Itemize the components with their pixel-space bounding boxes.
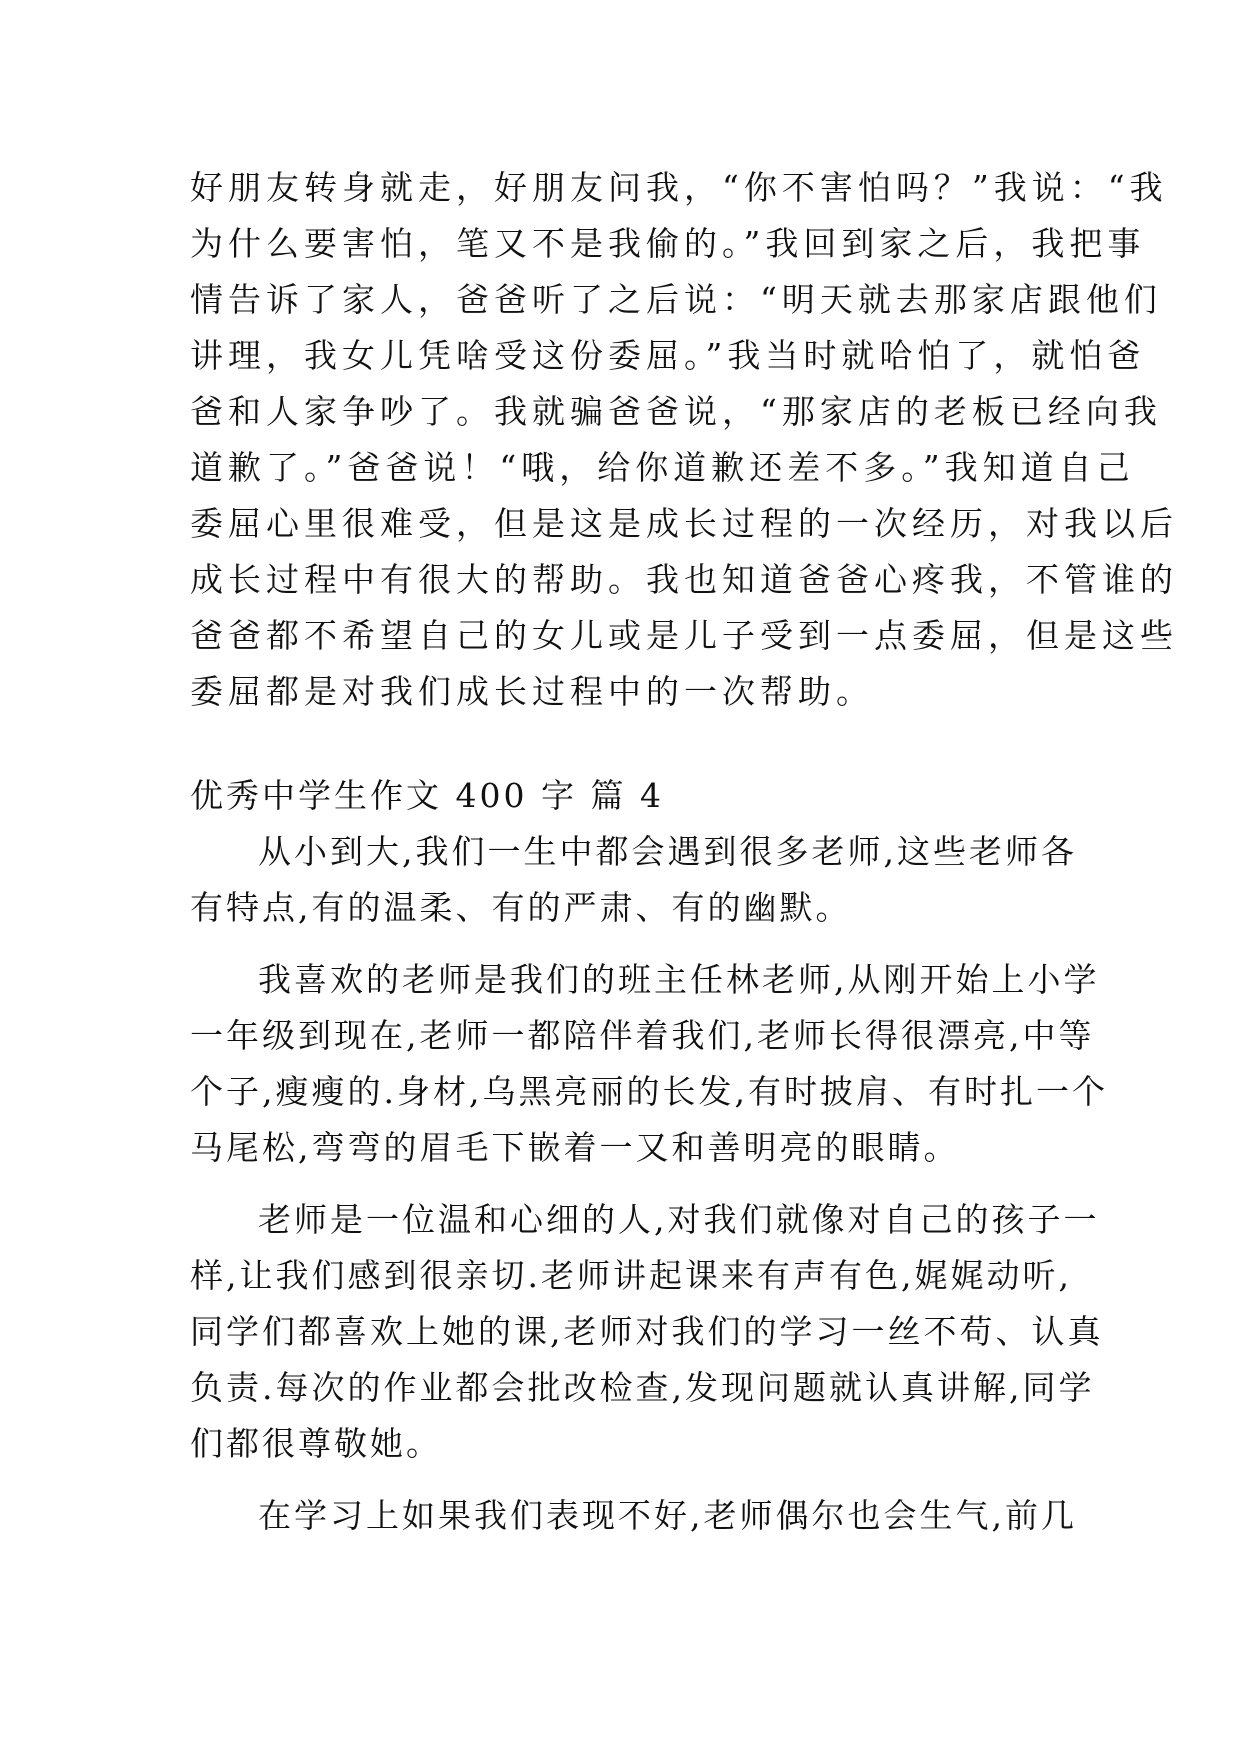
paragraph-line: 样,让我们感到很亲切.老师讲起课来有声有色,娓娓动听, [190,1256,1072,1295]
paragraph-line: 一年级到现在,老师一都陪伴着我们,老师长得很漂亮,中等 [190,1016,1095,1055]
paragraph-line: 马尾松,弯弯的眉毛下嵌着一又和善明亮的眼睛。 [190,1128,960,1167]
paragraph-line: 道歉了。”爸爸说！“哦，给你道歉还差不多。”我知道自己 [190,448,1135,487]
paragraph-line: 讲理，我女儿凭啥受这份委屈。”我当时就哈怕了，就怕爸 [190,336,1146,375]
paragraph-line: 委屈都是对我们成长过程中的一次帮助。 [190,672,874,711]
paragraph-line: 在学习上如果我们表现不好,老师偶尔也会生气,前几 [258,1496,1077,1535]
paragraph-line: 成长过程中有很大的帮助。我也知道爸爸心疼我，不管谁的 [190,560,1178,599]
paragraph-line: 负责.每次的作业都会批改检查,发现问题就认真讲解,同学 [190,1368,1095,1407]
paragraph-line: 们都很尊敬她。 [190,1424,442,1463]
paragraph-line: 老师是一位温和心细的人,对我们就像对自己的孩子一 [258,1200,1100,1239]
paragraph-line: 个子,瘦瘦的.身材,乌黑亮丽的长发,有时披肩、有时扎一个 [190,1072,1108,1111]
paragraph-line: 从小到大,我们一生中都会遇到很多老师,这些老师各 [258,832,1077,871]
paragraph-line: 爸爸都不希望自己的女儿或是儿子受到一点委屈，但是这些 [190,616,1178,655]
paragraph-line: 我喜欢的老师是我们的班主任林老师,从刚开始上小学 [258,960,1100,999]
paragraph-line: 好朋友转身就走，好朋友问我，“你不害怕吗？”我说：“我 [190,168,1168,207]
paragraph-line: 同学们都喜欢上她的课,老师对我们的学习一丝不苟、认真 [190,1312,1104,1351]
paragraph-line: 委屈心里很难受，但是这是成长过程的一次经历，对我以后 [190,504,1178,543]
paragraph-line: 爸和人家争吵了。我就骗爸爸说，“那家店的老板已经向我 [190,392,1162,431]
paragraph-line: 情告诉了家人，爸爸听了之后说：“明天就去那家店跟他们 [190,280,1162,319]
paragraph-line: 为什么要害怕，笔又不是我偷的。”我回到家之后，我把事 [190,224,1146,263]
paragraph-line: 有特点,有的温柔、有的严肃、有的幽默。 [190,888,852,927]
section-heading: 优秀中学生作文 400 字 篇 4 [190,776,664,815]
